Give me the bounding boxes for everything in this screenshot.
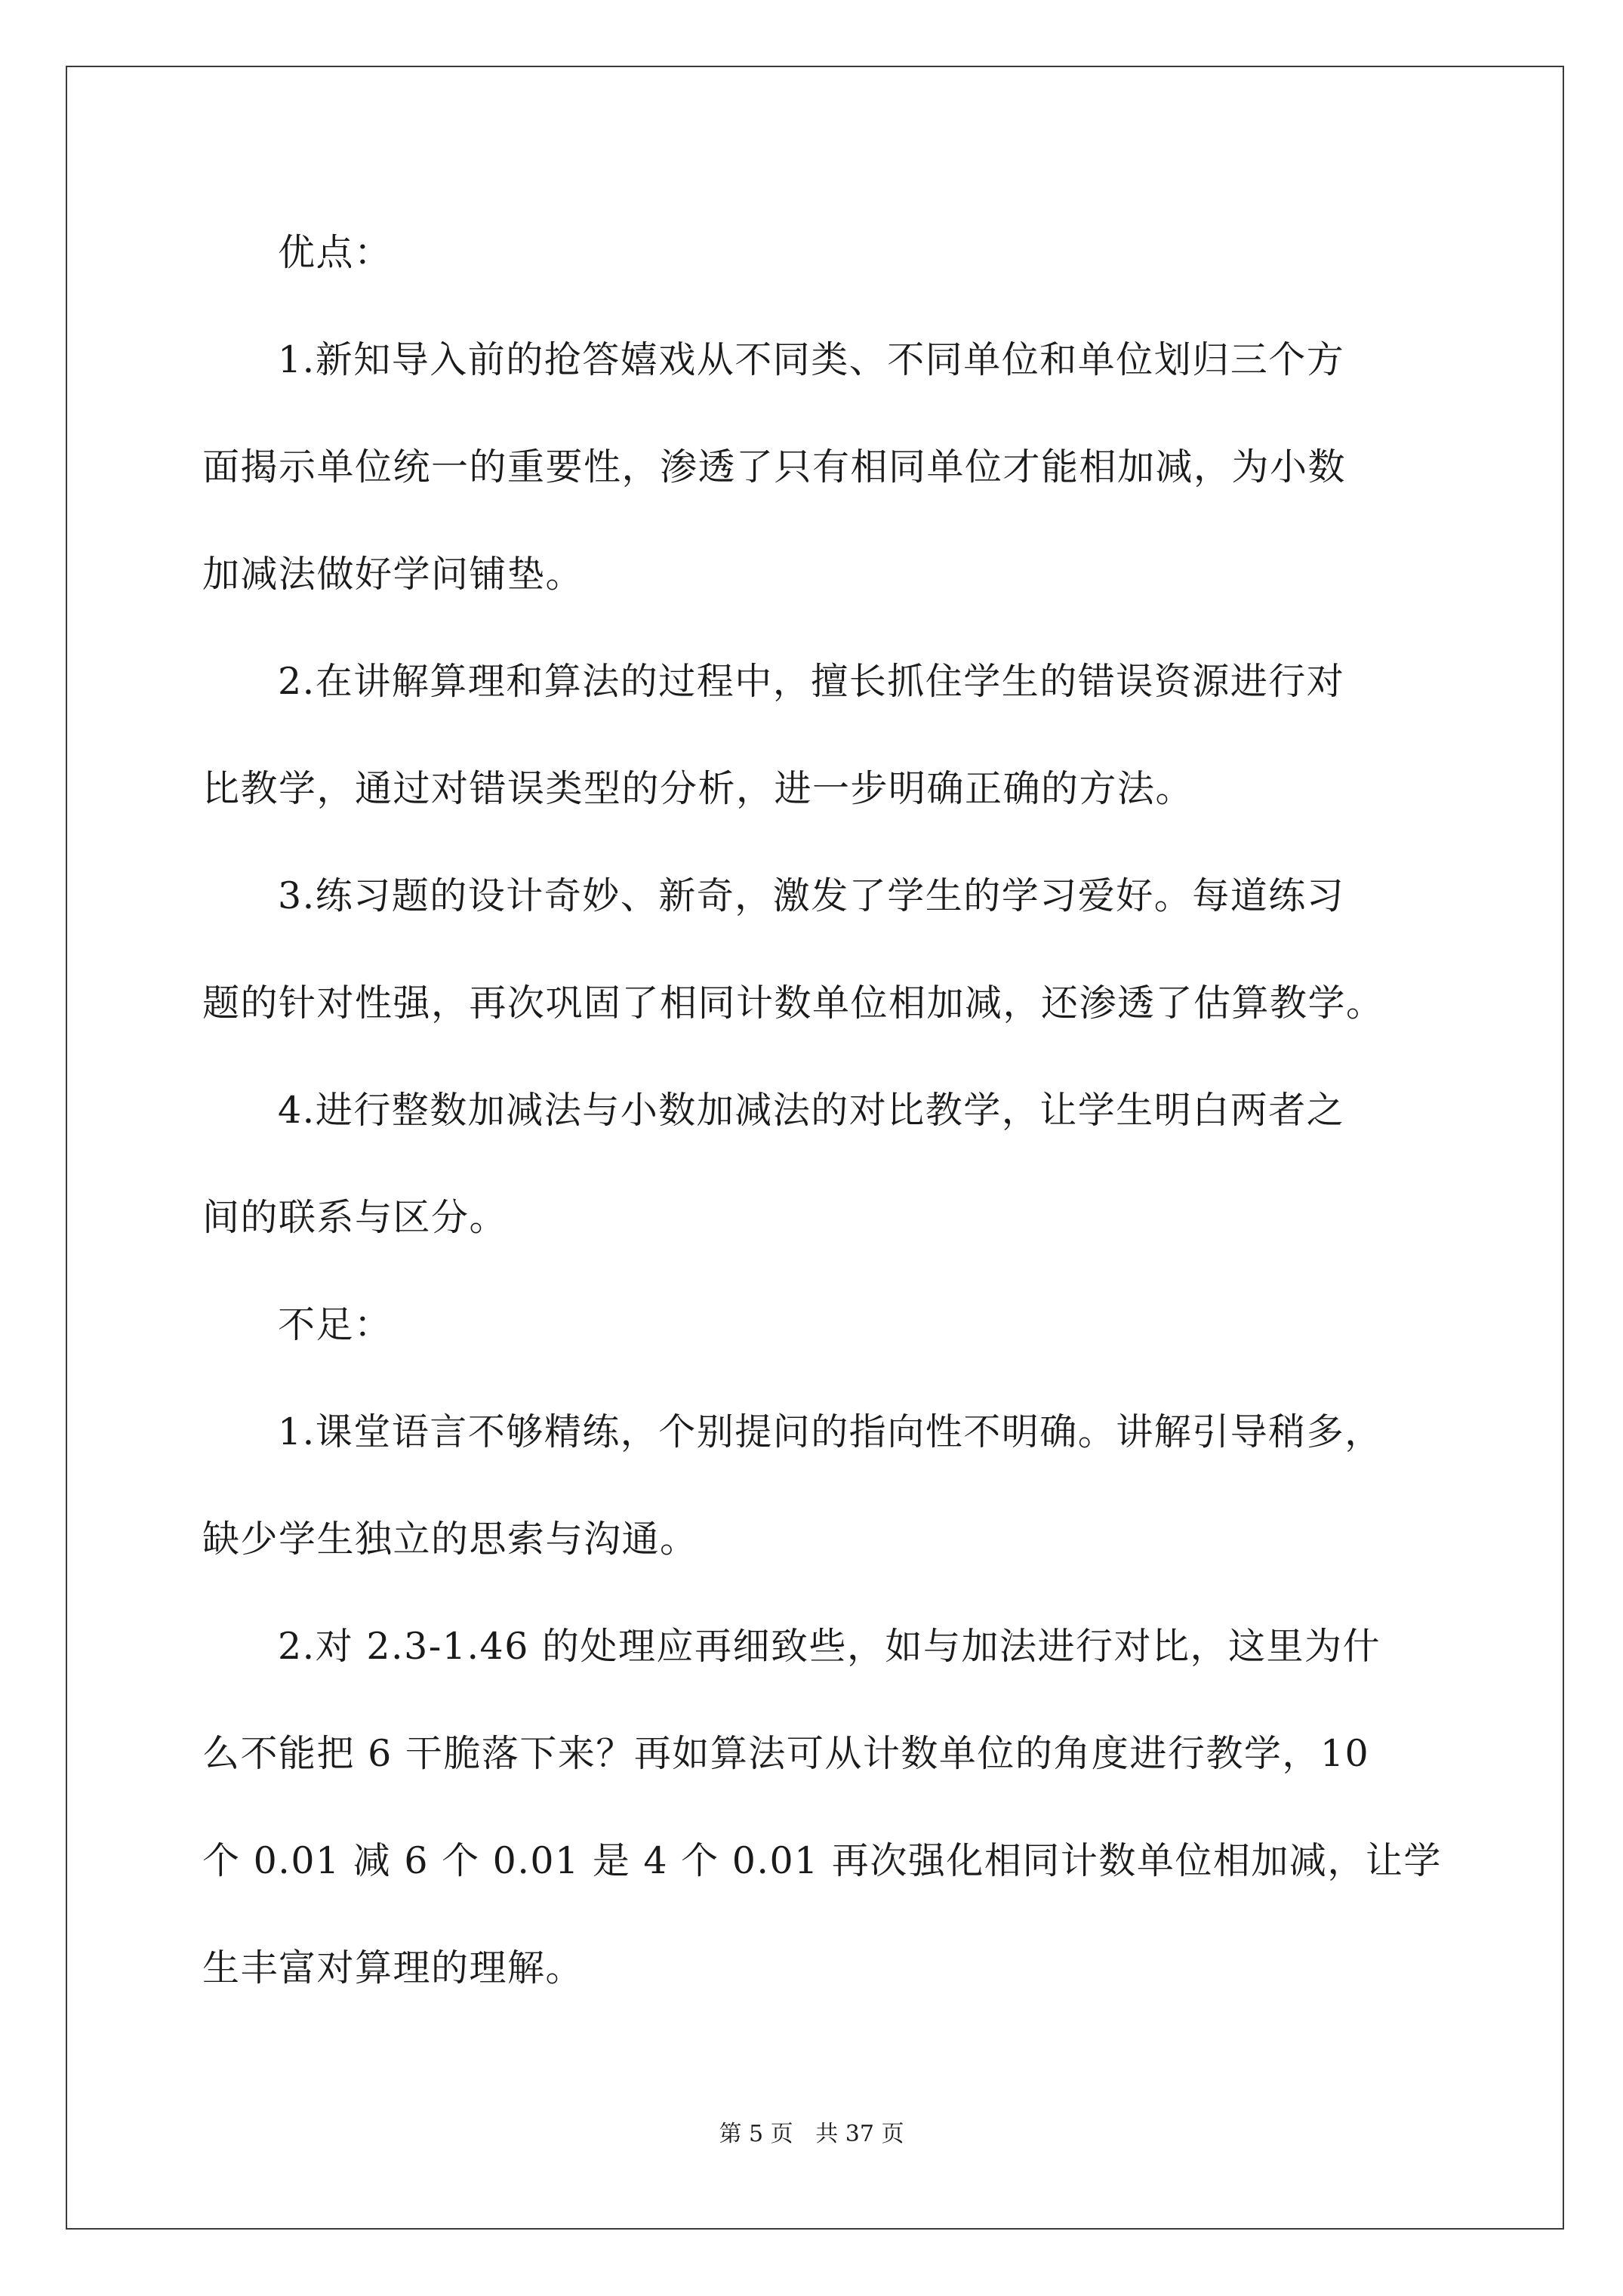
paragraph-line: 2.对 2.3-1.46 的处理应再细致些，如与加法进行对比，这里为什 (278, 1625, 1381, 1668)
page-total: 共 37 页 (815, 2121, 904, 2147)
paragraph-line: 4.进行整数加减法与小数加减法的对比教学，让学生明白两者之 (278, 1089, 1345, 1132)
paragraph-line: 题的针对性强，再次巩固了相同计数单位相加减，还渗透了估算教学。 (202, 982, 1384, 1025)
paragraph-line: 加减法做好学问铺垫。 (202, 553, 584, 596)
heading-advantages: 优点： (278, 231, 393, 274)
paragraph-line: 面揭示单位统一的重要性，渗透了只有相同单位才能相加减，为小数 (202, 445, 1347, 488)
paragraph-line: 间的联系与区分。 (202, 1196, 508, 1239)
paragraph-line: 1.课堂语言不够精练，个别提问的指向性不明确。讲解引导稍多， (278, 1410, 1383, 1453)
heading-shortcomings: 不足： (278, 1303, 393, 1346)
page-number: 第 5 页 (719, 2121, 793, 2147)
paragraph-line: 2.在讲解算理和算法的过程中，擅长抓住学生的错误资源进行对 (278, 660, 1345, 703)
paragraph-line: 1.新知导入前的抢答嬉戏从不同类、不同单位和单位划归三个方 (278, 338, 1345, 381)
paragraph-line: 么不能把 6 干脆落下来？再如算法可从计数单位的角度进行教学，10 (202, 1732, 1370, 1775)
page-border (66, 66, 1564, 2230)
paragraph-line: 比教学，通过对错误类型的分析，进一步明确正确的方法。 (202, 767, 1194, 810)
paragraph-line: 个 0.01 减 6 个 0.01 是 4 个 0.01 再次强化相同计数单位相加减，让学 (202, 1839, 1442, 1882)
page-footer (0, 2119, 1623, 2150)
paragraph-line: 缺少学生独立的思索与沟通。 (202, 1518, 698, 1561)
paragraph-line: 3.练习题的设计奇妙、新奇，激发了学生的学习爱好。每道练习 (278, 874, 1345, 917)
paragraph-line: 生丰富对算理的理解。 (202, 1946, 584, 1989)
